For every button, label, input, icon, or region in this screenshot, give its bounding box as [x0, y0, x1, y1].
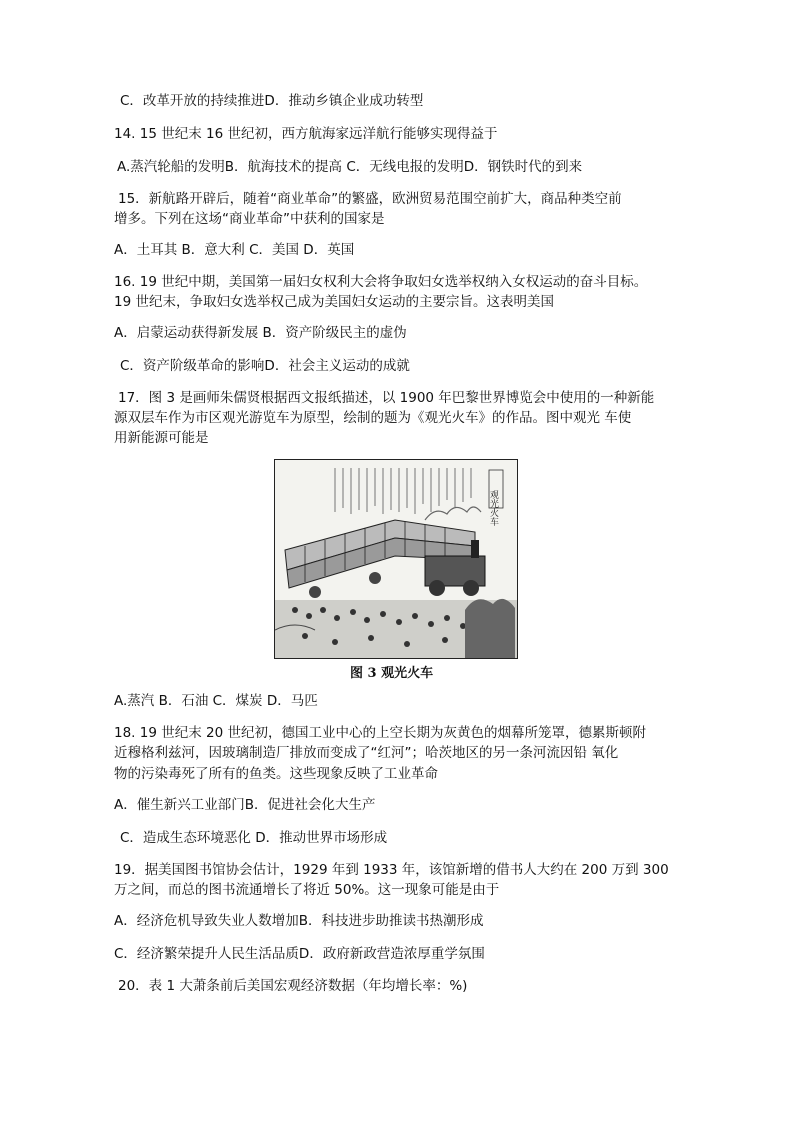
text-line: A．经济危机导致失业人数增加B．科技进步助推读书热潮形成: [114, 913, 484, 929]
text-line: A．土耳其 B．意大利 C．美国 D．英国: [114, 242, 355, 258]
illustration-title-text: 观光火车: [488, 490, 498, 526]
text-line: A.蒸汽 B．石油 C．煤炭 D．马匹: [114, 693, 318, 709]
sightseeing-train-illustration: [274, 459, 518, 659]
text-line: C．资产阶级革命的影响D．社会主义运动的成就: [120, 358, 410, 374]
text-line: C．改革开放的持续推进D．推动乡镇企业成功转型: [120, 93, 424, 109]
text-line: 物的污染毒死了所有的鱼类。这些现象反映了工业革命: [114, 766, 438, 782]
text-line: 14. 15 世纪末 16 世纪初，西方航海家远洋航行能够实现得益于: [114, 126, 498, 142]
text-line: 19 世纪末，争取妇女选举权己成为美国妇女运动的主要宗旨。这表明美国: [114, 294, 554, 310]
text-line: 源双层车作为市区观光游览车为原型，绘制的题为《观光火车》的作品。图中观光 车使: [114, 410, 632, 426]
text-line: A．催生新兴工业部门B．促进社会化大生产: [114, 797, 376, 813]
text-line: 19．据美国图书馆协会估计，1929 年到 1933 年，该馆新增的借书人大约在 200 万到 300: [114, 862, 669, 878]
text-line: 近穆格利兹河，因玻璃制造厂排放而变成了“红河”；哈茨地区的另一条河流因铅 氧化: [114, 745, 619, 761]
text-line: A.蒸汽轮船的发明B．航海技术的提高 C．无线电报的发明D．钢铁时代的到来: [117, 159, 583, 175]
text-line: 增多。下列在这场“商业革命”中获利的国家是: [114, 211, 385, 227]
text-line: 用新能源可能是: [114, 430, 209, 446]
text-line: 17．图 3 是画师朱儒贤根据西文报纸描述，以 1900 年巴黎世界博览会中使用的一种新能: [118, 390, 655, 406]
text-line: 18. 19 世纪末 20 世纪初，德国工业中心的上空长期为灰黄色的烟幕所笼罩，德累斯顿附: [114, 725, 646, 741]
text-line: 16. 19 世纪中期，美国第一届妇女权利大会将争取妇女选举权纳入女权运动的奋斗目标。: [114, 274, 648, 290]
text-line: 万之间，而总的图书流通增长了将近 50%。这一现象可能是由于: [114, 882, 500, 898]
text-line: 15．新航路开辟后，随着“商业革命”的繁盛，欧洲贸易范围空前扩大，商品种类空前: [118, 191, 622, 207]
text-line: 20．表 1 大萧条前后美国宏观经济数据（年均增长率：%): [118, 978, 468, 994]
text-line: A．启蒙运动获得新发展 B．资产阶级民主的虚伪: [114, 325, 407, 341]
figure-caption: 图 3 观光火车: [350, 666, 434, 681]
text-line: C．造成生态环境恶化 D．推动世界市场形成: [120, 830, 388, 846]
text-line: C．经济繁荣提升人民生活品质D．政府新政营造浓厚重学氛围: [114, 946, 485, 962]
